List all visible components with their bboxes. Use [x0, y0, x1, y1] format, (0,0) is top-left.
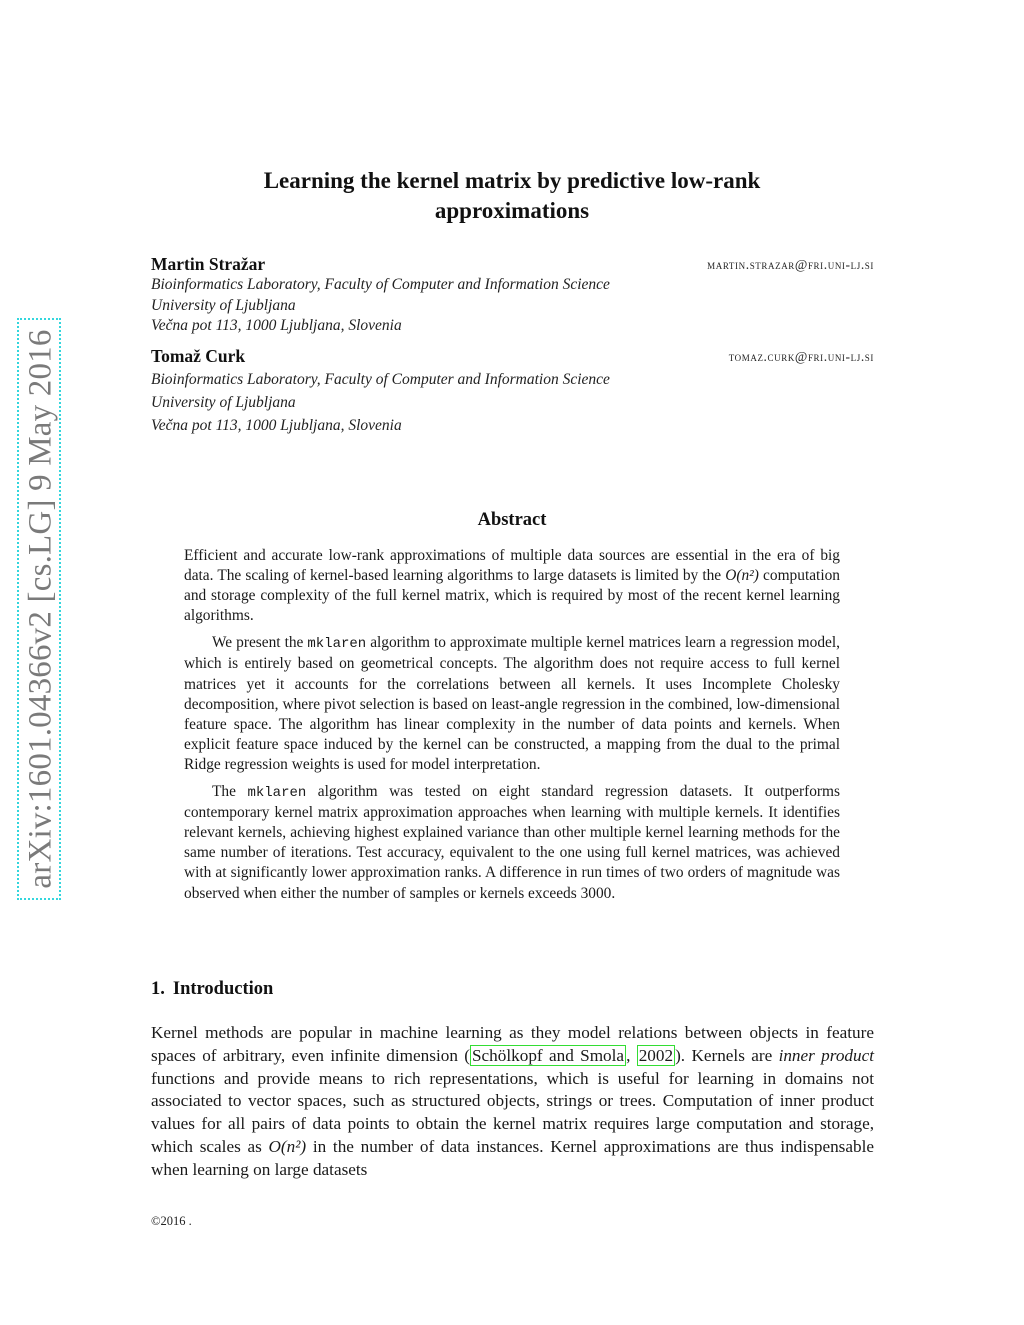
abstract-p1-text-a: Efficient and accurate low-rank approximations of multiple data sources are essential in the era of big data. The scaling of kernel-based learning algorithms to large datasets is limited by the — [184, 547, 840, 585]
citation-link-authors[interactable]: Schölkopf and Smola — [471, 1045, 625, 1065]
author-1-affiliation-line-3: Večna pot 113, 1000 Ljubljana, Slovenia — [151, 317, 402, 334]
abstract-p1-text-b: computation and storage complexity of the full kernel matrix, which is required by most of the recent kernel learning algorithms. — [184, 567, 840, 625]
abstract-body — [184, 546, 840, 911]
abstract-p2-text-b: algorithm to approximate multiple kernel matrices learn a regression model, which is entirely based on geometrical concepts. The algorithm does not require access to full kernel matrices yet it accounts for the correlations between all kernels. It uses Incomplete Cholesky decomposition, where pivot selection is based on least-angle regression in the combined, low-dimensional feature space. The algorithm has linear complexity in the number of data points and kernels. When explicit feature space induced by the kernel can be constructed, a mapping from the dual to the primal Ridge regression weights is used for model interpretation. — [184, 634, 840, 773]
author-1-email: martin.strazar@fri.uni-lj.si — [707, 257, 874, 272]
intro-emphasis: inner product — [778, 1045, 875, 1065]
introduction-paragraph — [151, 1022, 874, 1182]
intro-complexity: O(n²) — [268, 1136, 307, 1156]
algorithm-name: mklaren — [307, 636, 367, 653]
arxiv-stamp-label[interactable]: arXiv:1601.04366v2 [cs.LG] 9 May 2016 — [22, 329, 59, 889]
introduction-heading — [151, 979, 273, 1000]
citation-link-year[interactable]: 2002 — [638, 1045, 674, 1065]
author-1-affiliation-line-2: University of Ljubljana — [151, 297, 296, 314]
author-2-affiliation-line-2: University of Ljubljana — [151, 394, 296, 411]
author-2-email: tomaz.curk@fri.uni-lj.si — [728, 349, 874, 364]
intro-text-a: Kernel methods are popular in machine learning as they model relations between objects in feature spaces of arbitrary, even infinite dimension ( — [151, 1023, 874, 1065]
abstract-p3-text-b: algorithm was tested on eight standard regression datasets. It outperforms contemporary kernel matrix approximation approaches when learning with multiple kernels. It identifies relevant kernels, achieving highest explained variance than other multiple kernel learning methods for the same number of iterations. Test accuracy, equivalent to the one using full kernel matrices, was achieved with at significantly lower approximation ranks. A difference in run times of two orders of magnitude was observed when either the number of samples or kernels exceeds 3000. — [184, 783, 841, 902]
paper-title — [150, 166, 874, 226]
algorithm-name: mklaren — [247, 785, 307, 802]
abstract-paragraph-3 — [184, 782, 840, 904]
intro-text-c: functions and provide means to rich representations, which is useful for learning in domains not associated to vector spaces, such as structured objects, strings or trees. Computation of inner product values for all pairs of data points to obtain the kernel matrix requires large computation and storage, which scales as — [151, 1068, 874, 1156]
author-1-name: Martin Stražar — [151, 254, 266, 274]
author-2-name: Tomaž Curk — [151, 346, 246, 366]
abstract-paragraph-2 — [184, 633, 840, 775]
title-line-2: approximations — [434, 198, 590, 223]
abstract-heading: Abstract — [477, 510, 547, 530]
author-1-affiliation-line-1: Bioinformatics Laboratory, Faculty of Computer and Information Science — [151, 276, 610, 293]
citation-separator: , — [626, 1045, 637, 1065]
author-2-affiliation-line-1: Bioinformatics Laboratory, Faculty of Computer and Information Science — [151, 371, 610, 388]
intro-text-d: in the number of data instances. Kernel approximations are thus indispensable when learning on large datasets — [151, 1136, 874, 1179]
section-title: Introduction — [172, 979, 274, 999]
section-number: 1. — [151, 979, 165, 999]
copyright-footer: ©2016 . — [151, 1214, 192, 1228]
title-line-1: Learning the kernel matrix by predictive low-rank — [263, 168, 761, 193]
introduction-body — [151, 1022, 874, 1182]
abstract-p3-text-a: The — [212, 783, 248, 801]
abstract-paragraph-1 — [184, 546, 840, 626]
author-2-affiliation-line-3: Večna pot 113, 1000 Ljubljana, Slovenia — [151, 417, 402, 434]
intro-text-b: ). Kernels are — [675, 1045, 779, 1065]
abstract-p2-text-a: We present the — [212, 634, 308, 652]
abstract-p1-complexity: O(n²) — [725, 567, 759, 585]
